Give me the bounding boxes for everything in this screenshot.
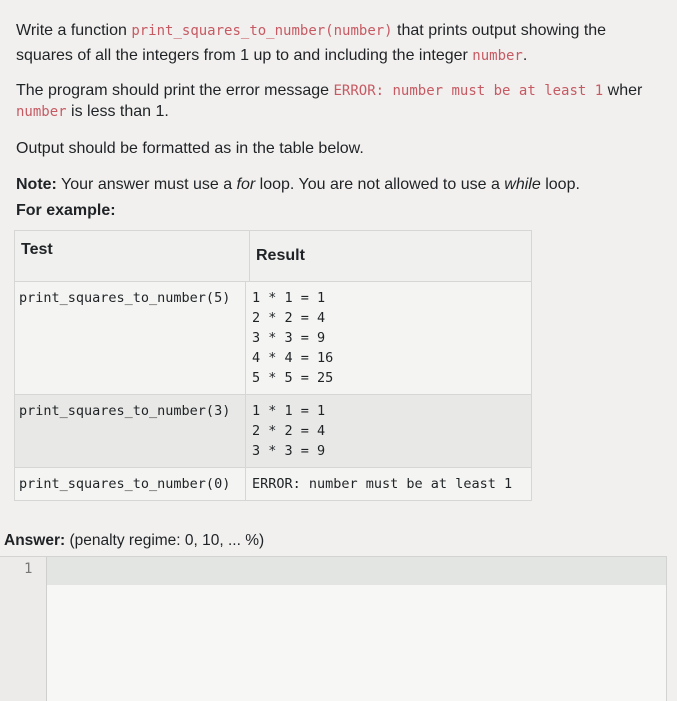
test-cell: print_squares_to_number(5) (15, 282, 246, 394)
result-cell: 1 * 1 = 1 2 * 2 = 4 3 * 3 = 9 (252, 403, 326, 459)
question-line-2 (16, 45, 527, 67)
table-row (15, 282, 531, 395)
code-editor[interactable] (0, 556, 667, 701)
question-text: wher (603, 82, 643, 99)
question-line-5: Output should be formatted as in the table below. (16, 140, 364, 157)
example-table (14, 230, 532, 501)
note-text: Your answer must use a (56, 176, 237, 193)
header-test: Test (15, 231, 250, 281)
param-name: number (472, 48, 523, 64)
test-cell: print_squares_to_number(3) (15, 395, 246, 467)
question-line-1 (16, 20, 606, 42)
result-cell: ERROR: number must be at least 1 (252, 476, 513, 492)
question-text: . (522, 47, 528, 64)
question-text: squares of all the integers from 1 up to and including the integer (16, 47, 473, 64)
example-label (16, 200, 116, 222)
table-row (15, 395, 531, 468)
note-text: loop. (540, 176, 580, 193)
note-line (16, 174, 580, 196)
table-row (15, 468, 531, 500)
note-for: for (236, 176, 256, 193)
example-label-text: For example: (16, 202, 116, 219)
result-cell: 1 * 1 = 1 2 * 2 = 4 3 * 3 = 9 4 * 4 = 16 5 * 5 = 25 (252, 290, 334, 386)
error-message-code: ERROR: number must be at least 1 (333, 83, 604, 99)
question-text: that prints output showing the (392, 22, 607, 39)
header-result: Result (256, 247, 305, 264)
note-label: Note: (16, 176, 57, 193)
active-line[interactable] (47, 557, 666, 585)
function-signature: print_squares_to_number(number) (131, 23, 393, 39)
penalty-regime: (penalty regime: 0, 10, ... %) (65, 532, 265, 549)
test-cell: print_squares_to_number(0) (15, 468, 246, 500)
question-text: Write a function (16, 22, 132, 39)
line-number: 1 (24, 561, 33, 577)
question-line-3 (16, 80, 642, 102)
answer-label (4, 532, 264, 550)
table-header (15, 231, 531, 282)
question-line-4 (16, 101, 169, 123)
question-text: is less than 1. (66, 103, 169, 120)
answer-label-text: Answer: (4, 532, 66, 549)
note-text: loop. You are not allowed to use a (255, 176, 505, 193)
param-name: number (16, 104, 67, 120)
question-text: The program should print the error message (16, 82, 334, 99)
editor-gutter (0, 557, 47, 701)
note-while: while (504, 176, 541, 193)
